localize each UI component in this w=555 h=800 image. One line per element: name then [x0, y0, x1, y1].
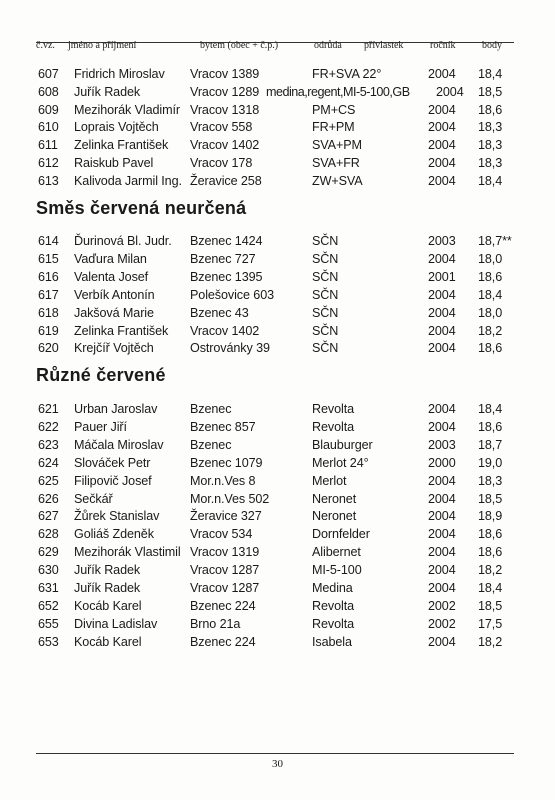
entry-name: Juřík Radek [74, 581, 141, 595]
entry-variety: SČN [312, 234, 339, 248]
entry-year: 2004 [428, 527, 456, 542]
entry-name: Juřík Radek [74, 84, 141, 99]
entry-variety: Alibernet [312, 545, 361, 560]
entry-variety: Medina [312, 581, 353, 595]
entry-address: Žeravice 258 [190, 173, 262, 188]
entry-variety: medina,regent,MI-5-100,GB [266, 84, 410, 99]
entry-variety: SVA+FR [312, 156, 360, 170]
entry-name: Žůrek Stanislav [74, 509, 160, 524]
entry-address: Bzenec 857 [190, 419, 256, 434]
entry-year: 2004 [428, 473, 456, 488]
entry-address: Vracov 1402 [190, 323, 260, 338]
entry-name: Krejčíř Vojtěch [74, 341, 154, 356]
entry-number: 608 [38, 84, 59, 99]
entry-address: Ostrovánky 39 [190, 341, 270, 356]
entry-number: 655 [38, 616, 59, 631]
entry-name: Pauer Jiří [74, 419, 127, 434]
table-row [36, 66, 514, 82]
entry-points: 18,6 [478, 102, 503, 117]
entry-points: 18,6 [478, 419, 503, 434]
table-row [36, 526, 514, 542]
entry-number: 615 [38, 251, 59, 266]
entry-number: 610 [38, 120, 59, 135]
entry-number: 612 [38, 156, 59, 170]
entry-variety: Revolta [312, 419, 355, 434]
entry-year: 2002 [428, 616, 456, 631]
table-row [36, 562, 514, 578]
entry-variety: Revolta [312, 616, 355, 631]
header-points: body [482, 40, 502, 51]
entry-address: Mor.n.Ves 502 [190, 491, 270, 506]
entry-points: 18,4 [478, 67, 503, 81]
entry-points: 18,3 [478, 473, 503, 488]
entry-name: Juřík Radek [74, 563, 141, 578]
entry-address: Bzenec 1079 [190, 455, 263, 470]
entry-number: 630 [38, 563, 59, 578]
entry-points: 18,7** [478, 234, 512, 248]
entry-address: Bzenec 1424 [190, 234, 263, 248]
entry-address: Vracov 178 [190, 156, 253, 170]
entry-name: Jakšová Marie [74, 305, 154, 320]
entry-address: Vracov 1287 [190, 581, 260, 595]
entry-address: Vracov 558 [190, 120, 253, 135]
entry-year: 2000 [428, 455, 456, 470]
entry-points: 18,2 [478, 323, 503, 338]
entry-name: Divina Ladislav [74, 616, 158, 631]
table-row [36, 269, 514, 285]
table-row [36, 580, 514, 596]
entry-points: 18,6 [478, 341, 503, 356]
table-row [36, 437, 514, 453]
entry-name: Kalivoda Jarmil Ing. [74, 173, 182, 188]
entry-name: Urban Jaroslav [74, 402, 158, 416]
entry-variety: Revolta [312, 598, 355, 613]
entry-number: 614 [38, 234, 59, 248]
table-row [36, 544, 514, 560]
entry-points: 18,6 [478, 269, 503, 284]
entry-year: 2004 [428, 634, 456, 649]
entry-number: 631 [38, 581, 59, 595]
entry-number: 628 [38, 527, 59, 542]
table-row [36, 323, 514, 339]
entry-year: 2004 [428, 323, 456, 338]
entry-name: Sečkář [74, 491, 113, 506]
entry-year: 2003 [428, 437, 456, 452]
entry-number: 625 [38, 473, 59, 488]
entry-variety: Blauburger [312, 437, 373, 452]
entry-address: Vracov 1318 [190, 102, 260, 117]
entry-points: 18,7 [478, 437, 503, 452]
entry-points: 19,0 [478, 455, 503, 470]
entry-points: 18,0 [478, 251, 503, 266]
section-title-mixed-red: Směs červená neurčená [36, 198, 247, 218]
entry-address: Vracov 1319 [190, 545, 260, 560]
entry-year: 2004 [428, 545, 456, 560]
entry-name: Goliáš Zdeněk [74, 527, 154, 542]
entry-address: Brno 21a [190, 616, 241, 631]
table-row [36, 233, 514, 249]
entry-number: 611 [38, 138, 58, 153]
entry-name: Máčala Miroslav [74, 437, 164, 452]
entry-points: 18,4 [478, 173, 503, 188]
entry-address: Vracov 1289 [190, 84, 260, 99]
entry-year: 2003 [428, 234, 456, 248]
entry-points: 18,6 [478, 545, 503, 560]
table-row [36, 598, 514, 614]
entry-points: 18,4 [478, 581, 503, 595]
table-row [36, 616, 514, 632]
entry-points: 18,5 [478, 491, 503, 506]
table-row [36, 155, 514, 171]
entry-year: 2002 [428, 598, 456, 613]
table-row [36, 84, 514, 100]
table-row [36, 102, 514, 118]
entry-year: 2004 [436, 84, 464, 99]
entry-variety: Merlot [312, 473, 347, 488]
entry-year: 2004 [428, 563, 456, 578]
entry-year: 2004 [428, 173, 456, 188]
entry-number: 619 [38, 323, 59, 338]
entry-number: 653 [38, 634, 59, 649]
entry-points: 18,2 [478, 634, 503, 649]
entry-name: Raiskub Pavel [74, 156, 154, 170]
entry-variety: SČN [312, 305, 339, 320]
entry-number: 623 [38, 437, 59, 452]
table-row [36, 491, 514, 507]
entry-variety: SČN [312, 341, 339, 356]
entry-address: Bzenec 43 [190, 305, 249, 320]
table-row [36, 251, 514, 267]
entry-address: Vracov 1287 [190, 563, 260, 578]
entry-variety: ZW+SVA [312, 173, 363, 188]
entry-year: 2004 [428, 402, 456, 416]
entry-points: 18,3 [478, 138, 503, 153]
entry-name: Zelinka František [74, 323, 169, 338]
entry-points: 18,5 [478, 598, 503, 613]
entry-points: 18,3 [478, 156, 503, 170]
entry-address: Žeravice 327 [190, 509, 262, 524]
header-name: jméno a příjmení [68, 40, 137, 51]
entry-address: Bzenec [190, 437, 232, 452]
entry-number: 609 [38, 102, 59, 117]
entry-name: Valenta Josef [74, 269, 149, 284]
entry-address: Bzenec 1395 [190, 269, 263, 284]
table-row [36, 473, 514, 489]
header-variety: odrůda [314, 40, 342, 51]
entry-name: Kocáb Karel [74, 598, 142, 613]
entry-points: 17,5 [478, 616, 503, 631]
entry-address: Mor.n.Ves 8 [190, 473, 256, 488]
footer-divider [36, 753, 514, 754]
entry-variety: SVA+PM [312, 138, 362, 153]
entry-name: Zelinka František [74, 138, 169, 153]
entry-name: Mezihorák Vlastimil [74, 545, 181, 560]
entry-name: Mezihorák Vladimír [74, 102, 180, 117]
entry-address: Bzenec 224 [190, 598, 256, 613]
entry-number: 618 [38, 305, 59, 320]
table-row [36, 137, 514, 153]
table-row [36, 173, 514, 189]
entry-number: 626 [38, 491, 59, 506]
entry-year: 2004 [428, 581, 456, 595]
entry-address: Bzenec [190, 402, 232, 416]
entry-variety: PM+CS [312, 102, 356, 117]
entry-points: 18,6 [478, 527, 503, 542]
entry-name: Kocáb Karel [74, 634, 142, 649]
header-address: bytem (obec + č.p.) [200, 40, 279, 51]
entry-points: 18,0 [478, 305, 503, 320]
entry-number: 617 [38, 287, 59, 302]
table-row [36, 508, 514, 524]
entry-year: 2004 [428, 419, 456, 434]
entry-name: Loprais Vojtěch [74, 120, 159, 135]
entry-year: 2004 [428, 120, 456, 135]
entry-name: Vaďura Milan [74, 251, 147, 266]
entry-variety: SČN [312, 287, 339, 302]
entry-year: 2004 [428, 491, 456, 506]
entry-number: 621 [38, 402, 59, 416]
entry-name: Slováček Petr [74, 455, 151, 470]
entry-year: 2004 [428, 67, 456, 81]
table-row [36, 340, 514, 356]
entry-variety: MI-5-100 [312, 563, 362, 578]
entry-number: 624 [38, 455, 59, 470]
entry-year: 2004 [428, 341, 456, 356]
entry-number: 627 [38, 509, 59, 524]
entry-variety: Dornfelder [312, 527, 370, 542]
header-attribute: přívlastek [364, 40, 404, 51]
table-row [36, 455, 514, 471]
entry-number: 652 [38, 598, 59, 613]
entry-variety: Revolta [312, 402, 355, 416]
entry-number: 620 [38, 341, 59, 356]
entry-variety: FR+SVA 22° [312, 67, 382, 81]
entry-year: 2004 [428, 156, 456, 170]
entry-year: 2004 [428, 138, 456, 153]
entry-number: 613 [38, 173, 59, 188]
section-title-various-red: Různé červené [36, 365, 166, 385]
entry-variety: Neronet [312, 509, 357, 524]
entry-year: 2004 [428, 287, 456, 302]
table-row [36, 419, 514, 435]
entry-variety: FR+PM [312, 120, 355, 135]
entry-variety: Merlot 24° [312, 455, 369, 470]
entry-points: 18,2 [478, 563, 503, 578]
entry-points: 18,4 [478, 287, 503, 302]
entry-name: Verbík Antonín [74, 287, 155, 302]
entry-name: Filipovič Josef [74, 473, 152, 488]
header-sample-no: č.vz. [36, 40, 55, 51]
entry-number: 607 [38, 67, 59, 81]
entry-points: 18,3 [478, 120, 503, 135]
entry-variety: SČN [312, 251, 339, 266]
entry-year: 2004 [428, 102, 456, 117]
table-row [36, 634, 514, 650]
table-row [36, 119, 514, 135]
entry-name: Fridrich Miroslav [74, 67, 165, 81]
table-header [36, 40, 514, 51]
entry-number: 629 [38, 545, 59, 560]
entry-points: 18,4 [478, 402, 503, 416]
header-year: ročník [430, 40, 456, 51]
entry-address: Vracov 1402 [190, 138, 260, 153]
entry-year: 2004 [428, 509, 456, 524]
entry-year: 2001 [428, 269, 456, 284]
entry-year: 2004 [428, 305, 456, 320]
page-number: 30 [272, 758, 283, 770]
entry-number: 616 [38, 269, 59, 284]
entry-year: 2004 [428, 251, 456, 266]
entry-points: 18,9 [478, 509, 503, 524]
table-row [36, 305, 514, 321]
table-row [36, 287, 514, 303]
entry-variety: Isabela [312, 634, 352, 649]
entry-address: Bzenec 224 [190, 634, 256, 649]
entry-variety: SČN [312, 323, 339, 338]
entry-number: 622 [38, 419, 59, 434]
entry-points: 18,5 [478, 84, 503, 99]
entry-address: Vracov 1389 [190, 67, 260, 81]
entry-variety: SČN [312, 269, 339, 284]
entry-address: Polešovice 603 [190, 287, 275, 302]
entry-name: Ďurinová Bl. Judr. [74, 234, 172, 248]
entry-address: Bzenec 727 [190, 251, 256, 266]
entry-address: Vracov 534 [190, 527, 253, 542]
table-row [36, 401, 514, 417]
entry-variety: Neronet [312, 491, 357, 506]
